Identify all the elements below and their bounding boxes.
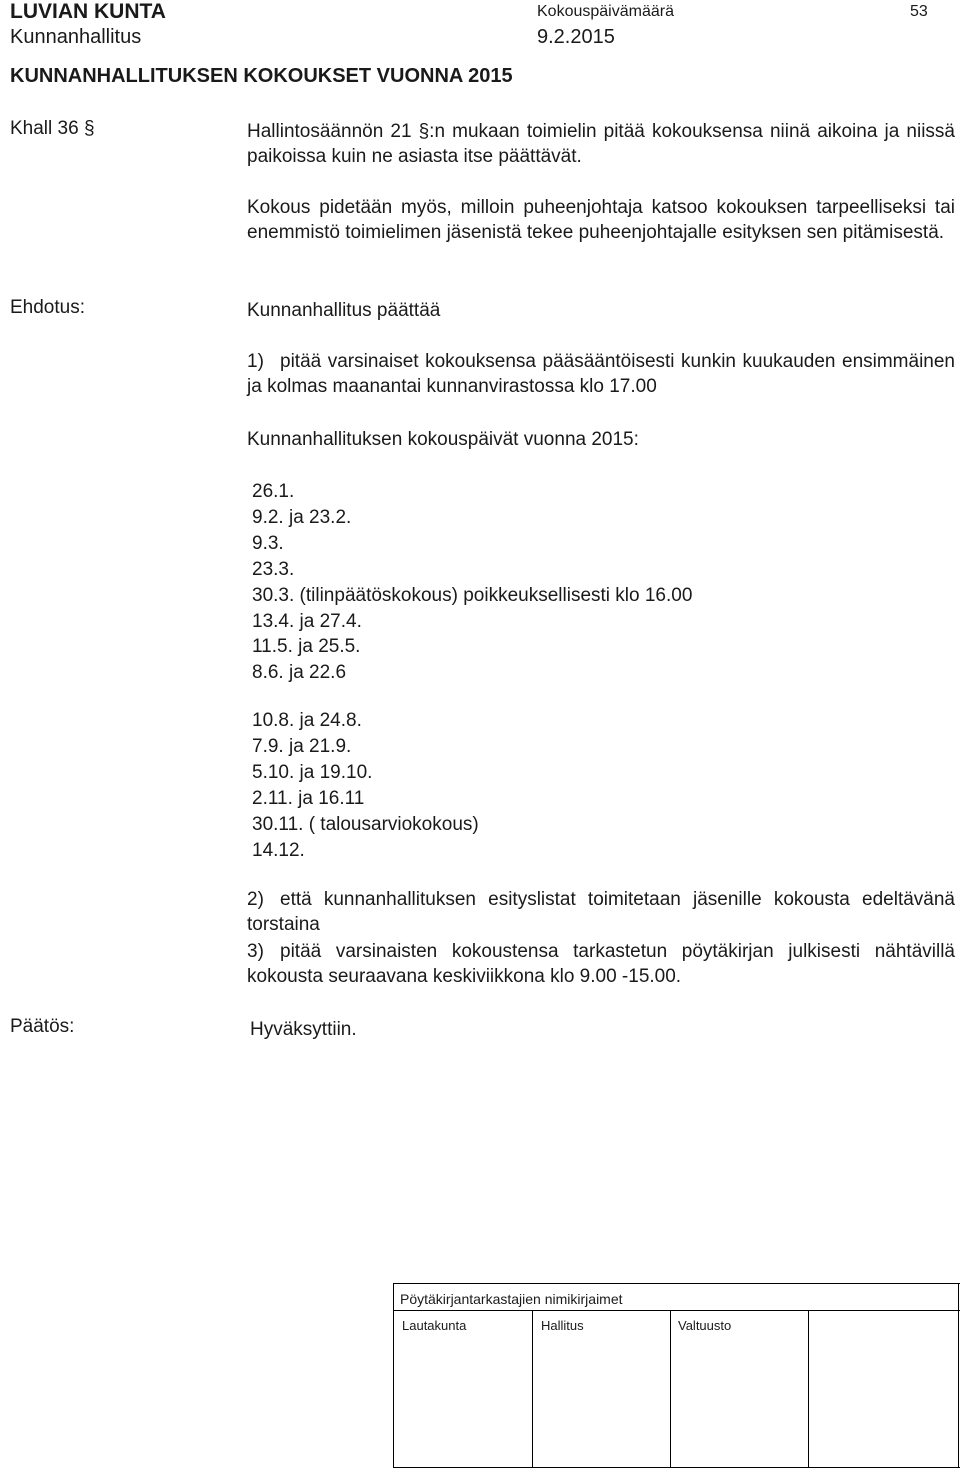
signature-box-right — [958, 1283, 959, 1468]
item-text: että kunnanhallituksen esityslistat toimitetaan jäsenille kokousta edeltävänä torstaina — [247, 889, 955, 935]
decision-text: Hyväksyttiin. — [250, 1019, 357, 1040]
list-item: 9.2. ja 23.2. — [252, 506, 352, 528]
intro-paragraph-2: Kokous pidetään myös, milloin puheenjohtaja katsoo kokouksen tarpeelliseksi tai enemmistö toimielimen jäsenistä tekee puheenjohtajalle esityksen sen pitämisestä. — [247, 197, 955, 243]
intro-paragraph-1: Hallintosäännön 21 §:n mukaan toimielin pitää kokouksensa niinä aikoina ja niissä paikoissa kuin ne asiasta itse päättävät. — [247, 121, 955, 167]
footer-col-1: Lautakunta — [402, 1318, 467, 1333]
list-item: 30.3. (tilinpäätöskokous) poikkeuksellisesti klo 16.00 — [252, 584, 693, 606]
item-text: pitää varsinaiset kokouksensa pääsääntöisesti kunkin kuukauden ensimmäinen ja kolmas maanantai kunnanvirastossa klo 17.00 — [247, 351, 955, 397]
footer-rule — [393, 1283, 960, 1284]
list-item: 5.10. ja 19.10. — [252, 761, 373, 783]
meeting-dates-spring — [252, 479, 692, 686]
signature-box-top — [393, 1310, 960, 1311]
item-number: 3) — [247, 941, 264, 962]
proposal-label: Ehdotus: — [10, 297, 85, 318]
meeting-date: 9.2.2015 — [537, 26, 615, 48]
document-heading: KUNNANHALLITUKSEN KOKOUKSET VUONNA 2015 — [10, 65, 513, 87]
item-number: 2) — [247, 889, 264, 910]
meeting-date-label: Kokouspäivämäärä — [537, 3, 674, 20]
list-item: 2.11. ja 16.11 — [252, 787, 365, 809]
dates-heading: Kunnanhallituksen kokouspäivät vuonna 2015: — [247, 429, 639, 450]
proposal-item-3 — [247, 939, 955, 989]
signature-box-left — [393, 1283, 394, 1468]
list-item: 23.3. — [252, 558, 295, 580]
page-number: 53 — [910, 3, 928, 20]
organization-name: LUVIAN KUNTA — [10, 0, 166, 23]
signature-box-divider-1 — [532, 1310, 533, 1468]
list-item: 13.4. ja 27.4. — [252, 610, 362, 632]
footer-col-3: Valtuusto — [678, 1318, 732, 1333]
signature-box-divider-2 — [670, 1310, 671, 1468]
item-number: 1) — [247, 351, 264, 372]
list-item: 7.9. ja 21.9. — [252, 735, 352, 757]
proposal-item-1 — [247, 349, 955, 399]
list-item: 8.6. ja 22.6 — [252, 662, 347, 684]
list-item: 30.11. ( talousarviokokous) — [252, 813, 479, 835]
signature-box-bottom — [393, 1467, 960, 1468]
signatures-label: Pöytäkirjantarkastajien nimikirjaimet — [400, 1291, 623, 1307]
list-item: 9.3. — [252, 532, 284, 554]
meeting-dates-autumn — [252, 708, 479, 863]
list-item: 11.5. ja 25.5. — [252, 636, 361, 658]
footer-col-2: Hallitus — [541, 1318, 584, 1333]
board-name: Kunnanhallitus — [10, 26, 142, 48]
signature-box-divider-3 — [808, 1310, 809, 1468]
list-item: 26.1. — [252, 481, 295, 502]
decision-label: Päätös: — [10, 1016, 75, 1037]
list-item: 10.8. ja 24.8. — [252, 710, 362, 731]
proposal-lead: Kunnanhallitus päättää — [247, 300, 441, 321]
list-item: 14.12. — [252, 839, 305, 861]
section-number: Khall 36 § — [10, 118, 95, 139]
item-text: pitää varsinaisten kokoustensa tarkastetun pöytäkirjan julkisesti nähtävillä kokousta seuraavana keskiviikkona klo 9.00 -15.00. — [247, 941, 955, 987]
proposal-item-2 — [247, 887, 955, 937]
